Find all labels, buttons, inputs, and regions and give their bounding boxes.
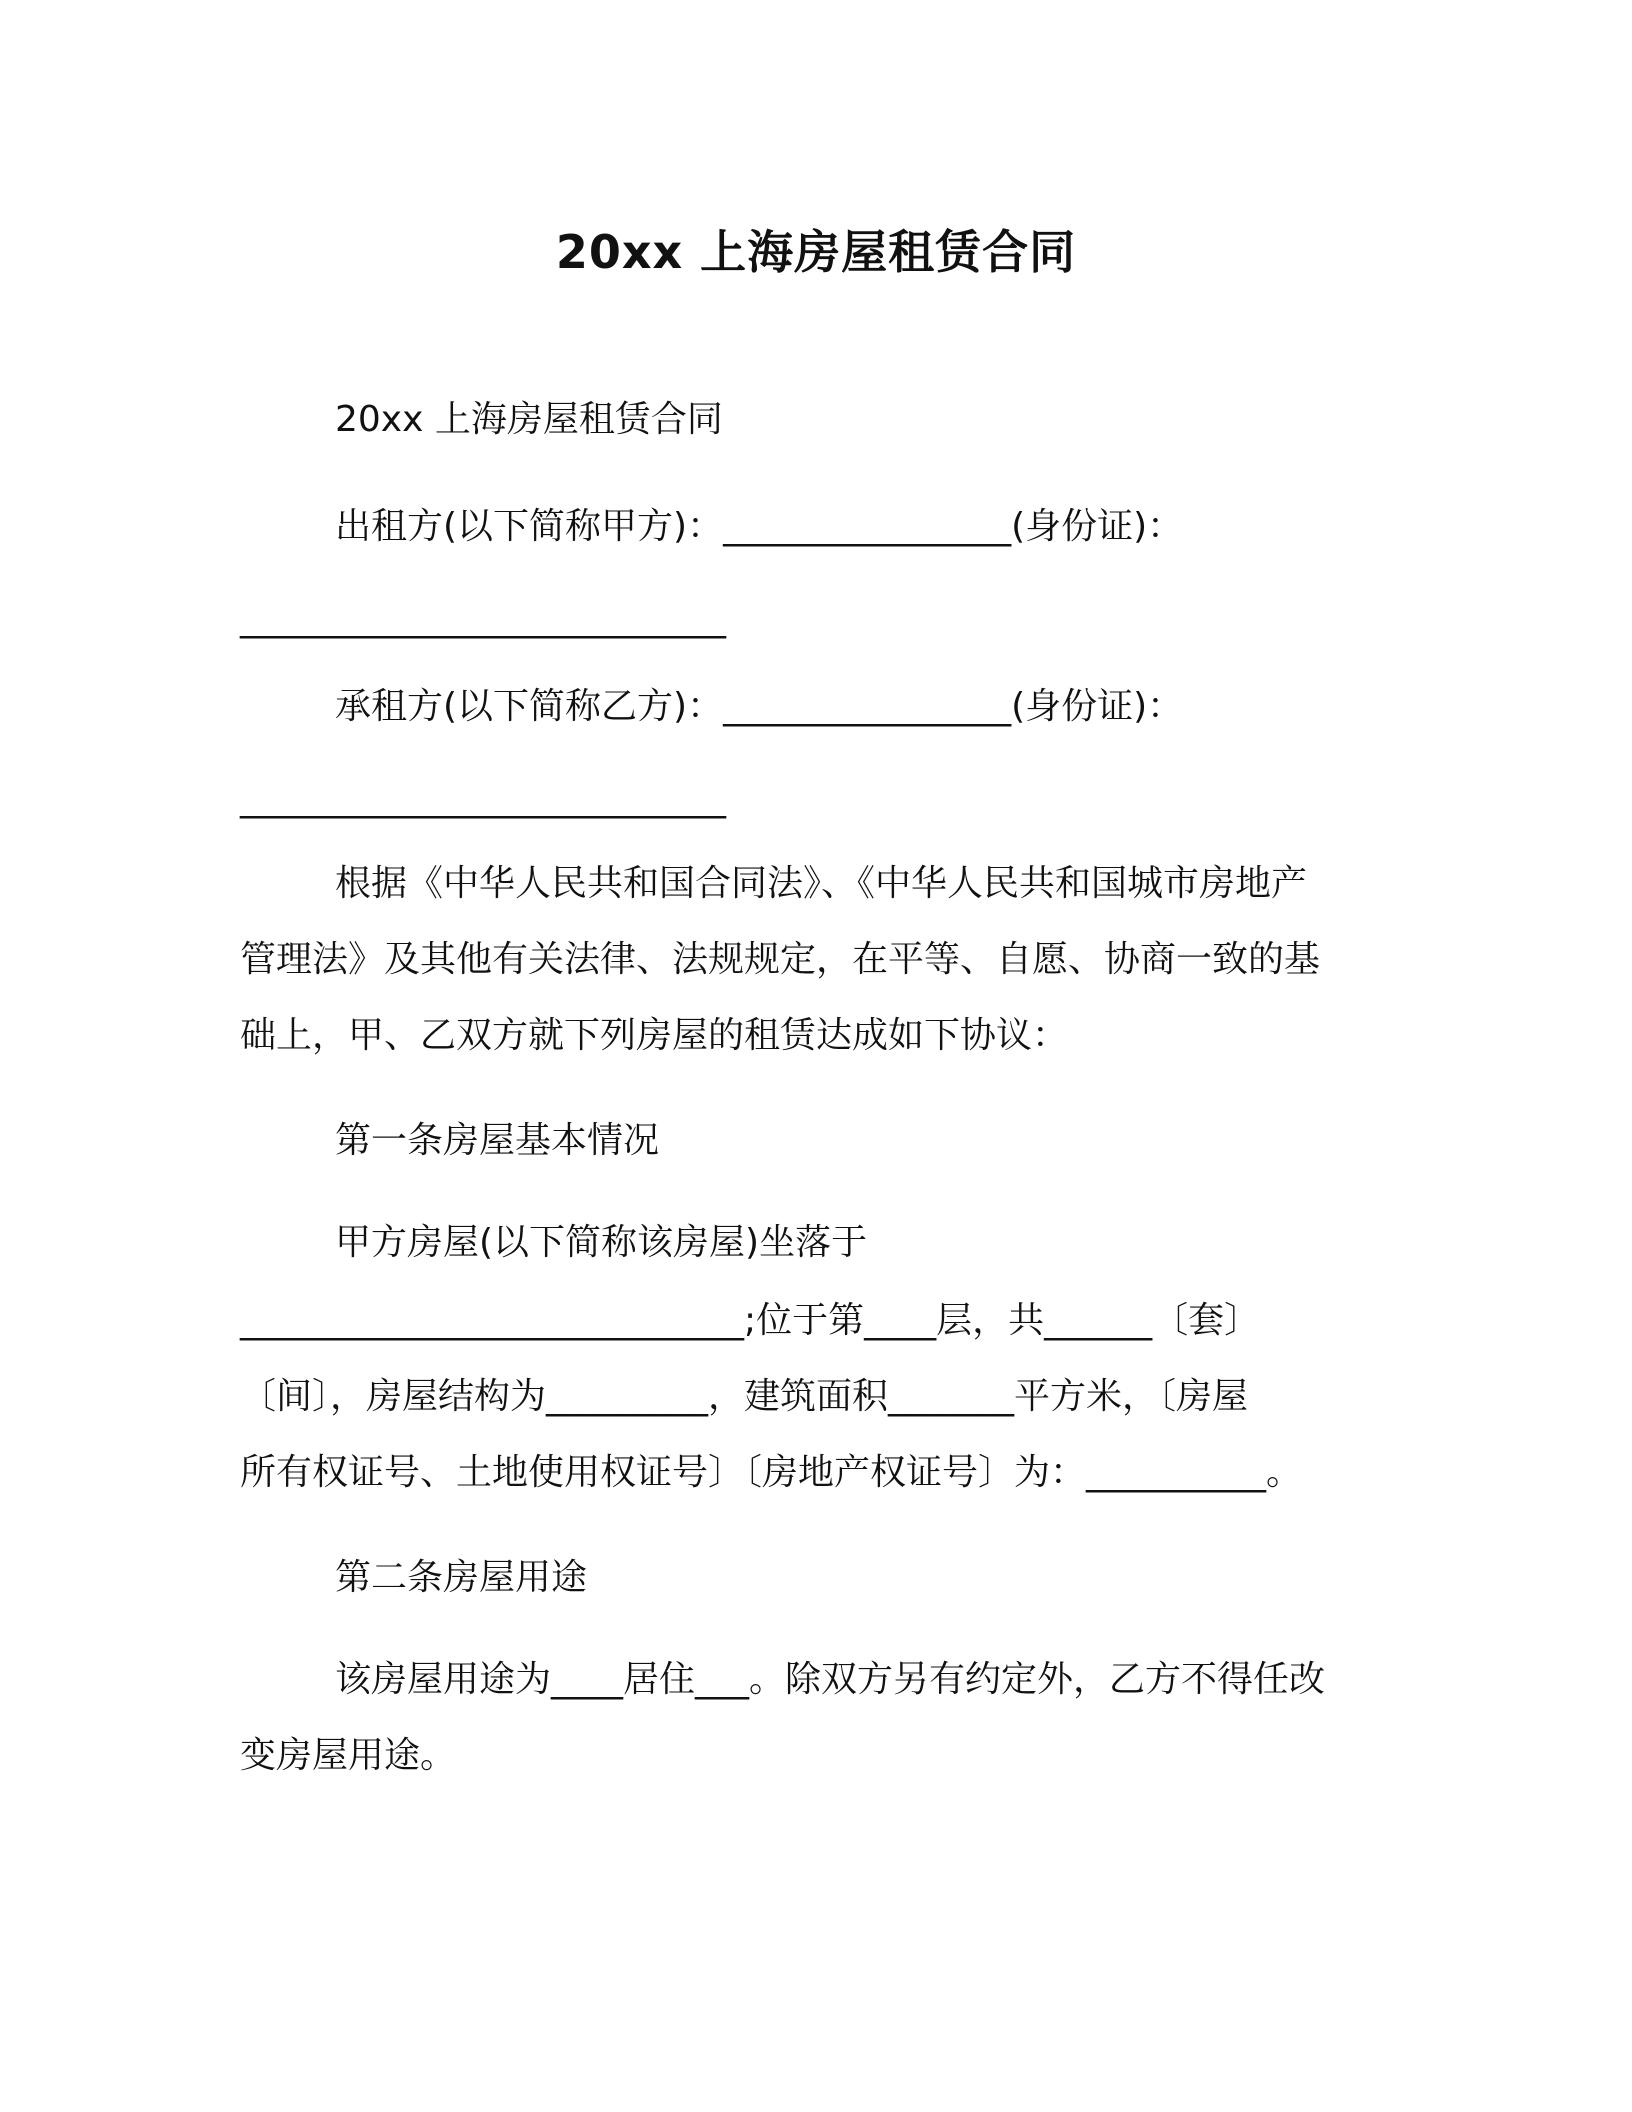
subtitle-line: 20xx 上海房屋租赁合同 xyxy=(335,399,723,440)
article-2-line-2: 变房屋用途。 xyxy=(240,1735,457,1776)
article-1-line-4: 所有权证号、土地使用权证号〕〔房地产权证号〕为：__________。 xyxy=(240,1452,1303,1493)
lessor-id-blank: ___________________________ xyxy=(240,598,726,639)
preamble-line-2: 管理法》及其他有关法律、法规规定，在平等、自愿、协商一致的基 xyxy=(240,939,1321,980)
document-title: 20xx 上海房屋租赁合同 xyxy=(555,225,1077,279)
article-1-line-1: 甲方房屋(以下简称该房屋)坐落于 xyxy=(335,1222,868,1263)
article-1-line-3: 〔间〕，房屋结构为_________，建筑面积_______平方米，〔房屋 xyxy=(240,1376,1249,1417)
preamble-line-1: 根据《中华人民共和国合同法》、《中华人民共和国城市房地产 xyxy=(335,863,1308,904)
article-2-heading: 第二条房屋用途 xyxy=(335,1557,588,1598)
lessor-line: 出租方(以下简称甲方)：________________(身份证)： xyxy=(335,506,1184,547)
article-1-heading: 第一条房屋基本情况 xyxy=(335,1120,660,1161)
lessee-id-blank: ___________________________ xyxy=(240,778,726,819)
lessee-line: 承租方(以下简称乙方)：________________(身份证)： xyxy=(335,686,1184,727)
preamble-line-3: 础上，甲、乙双方就下列房屋的租赁达成如下协议： xyxy=(240,1015,1069,1056)
article-2-line-1: 该房屋用途为____居住___。除双方另有约定外，乙方不得任改 xyxy=(335,1659,1326,1700)
article-1-line-2: ____________________________;位于第____层，共______〔套〕 xyxy=(240,1300,1261,1341)
